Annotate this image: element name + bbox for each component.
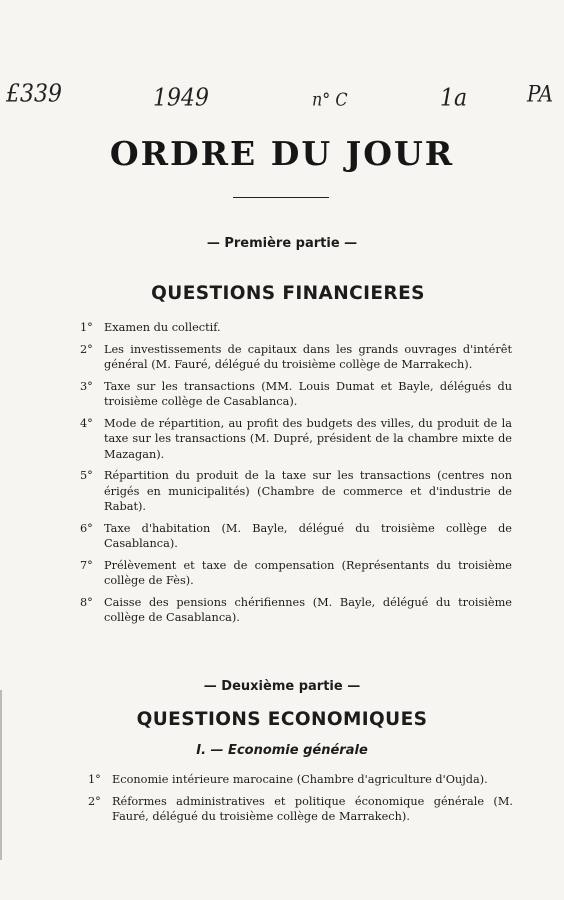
item-text: Les investissements de capitaux dans les grands ouvrages d'intérêt général (M. Fauré, délégué du troisième collège de Marrakech). [104,342,512,371]
list-item [80,416,512,463]
list-item [80,468,512,515]
item-text: Taxe sur les transactions (MM. Louis Dumat et Bayle, délégués du troisième collège de Casablanca). [104,379,512,408]
list-item [88,772,513,788]
handwritten-annotation: £339 [6,80,62,109]
list-item [80,320,512,336]
agenda-list [80,320,512,632]
handwritten-annotation: PA [527,80,554,108]
handwritten-annotation: 1a [440,84,468,113]
item-number: 4° [80,416,93,430]
title-divider [233,197,329,198]
item-text: Répartition du produit de la taxe sur les transactions (centres non érigés en municipalités) (Chambre de commerce et d'industrie de Rabat). [104,469,512,513]
item-number: 6° [80,521,93,535]
item-text: Taxe d'habitation (M. Bayle, délégué du troisième collège de Casablanca). [104,521,512,550]
list-item [88,794,513,825]
handwritten-annotation: n° C [312,89,348,110]
item-number: 7° [80,558,93,572]
list-item [80,558,512,589]
item-number: 1° [80,321,93,334]
item-text: Mode de répartition, au profit des budgets des villes, du produit de la taxe sur les transactions (M. Dupré, président de la chambre mixte de Mazagan). [104,416,512,461]
section-heading: QUESTIONS ECONOMIQUES [136,709,428,730]
item-number: 1° [88,773,101,786]
list-item [80,595,512,626]
item-text: Economie intérieure marocaine (Chambre d'agriculture d'Oujda). [112,773,488,786]
item-number: 2° [88,794,101,808]
page-title: ORDRE DU JOUR [109,134,455,173]
section-heading: QUESTIONS FINANCIERES [151,283,425,304]
subsection-heading: I. — Economie générale [196,743,368,758]
item-text: Prélèvement et taxe de compensation (Représentants du troisième collège de Fès). [104,558,512,587]
agenda-list [88,772,513,831]
item-text: Caisse des pensions chérifiennes (M. Bayle, délégué du troisième collège de Casablanca). [104,595,512,624]
item-number: 5° [80,469,93,482]
list-item [80,379,512,410]
item-text: Examen du collectif. [104,321,221,334]
item-number: 2° [80,342,93,356]
part-heading: — Première partie — [206,236,358,251]
item-number: 8° [80,595,93,609]
item-number: 3° [80,379,93,393]
list-item [80,342,512,373]
list-item [80,521,512,552]
item-text: Réformes administratives et politique économique générale (M. Fauré, délégué du troisième collège de Marrakech). [112,794,513,823]
part-heading: — Deuxième partie — [203,679,361,694]
handwritten-annotation: 1949 [153,84,209,113]
page-fold-shadow [0,690,2,860]
